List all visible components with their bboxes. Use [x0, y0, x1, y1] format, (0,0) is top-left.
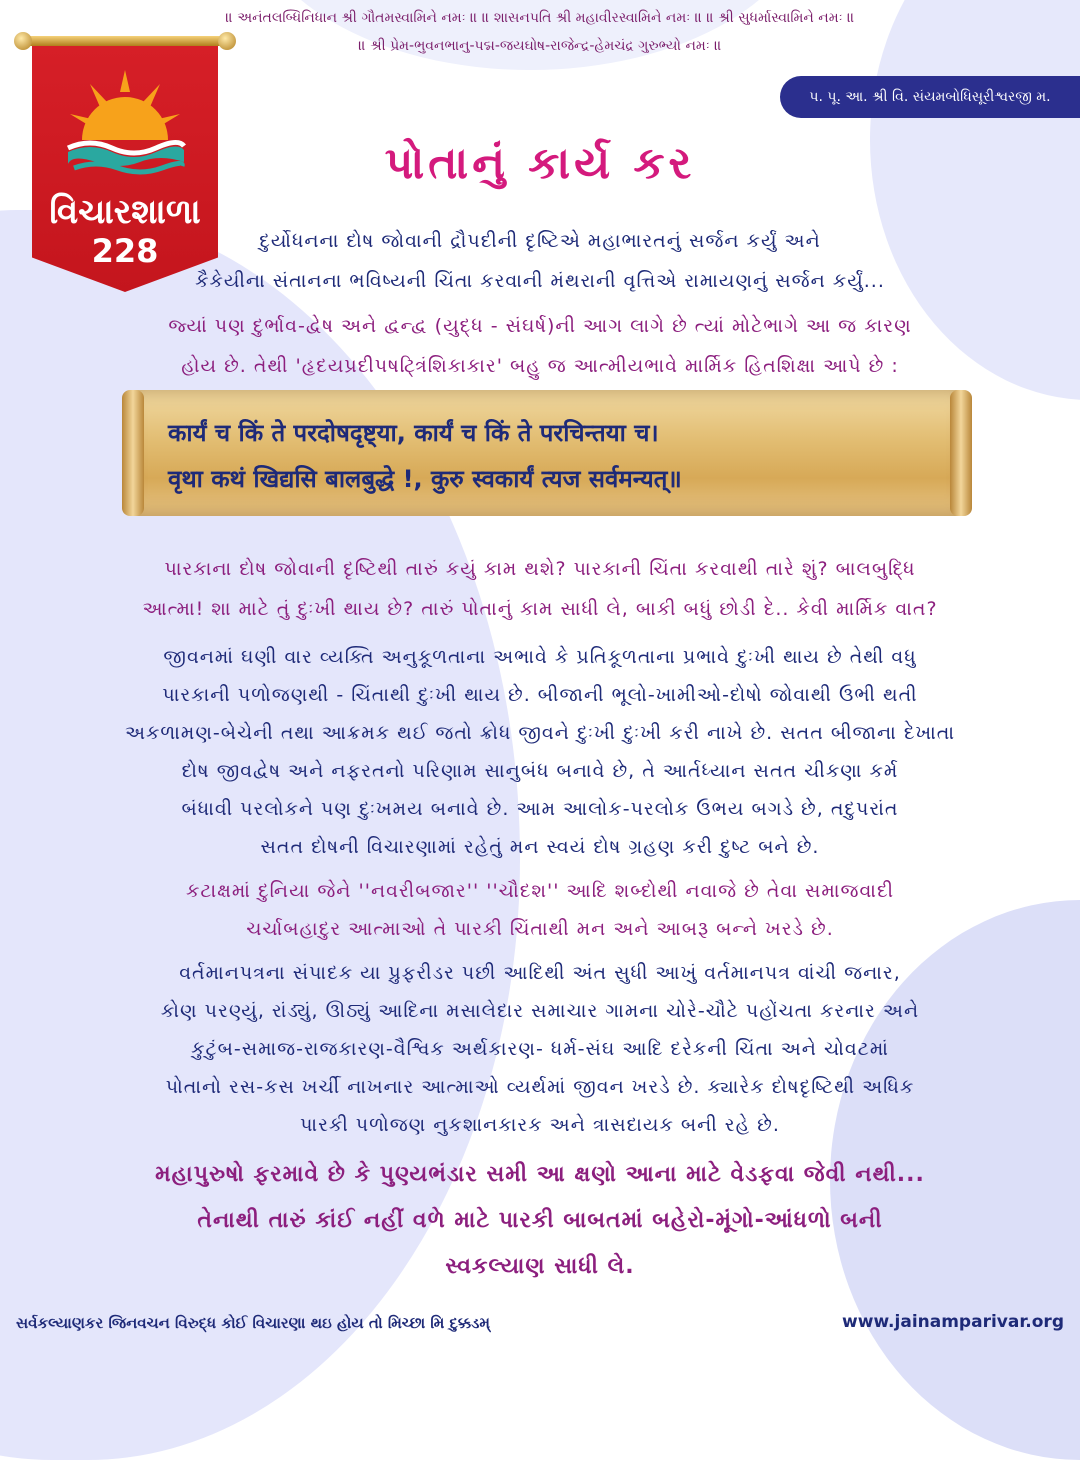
conclusion-line: સ્વકલ્યાણ સાધી લે. — [445, 1254, 635, 1279]
body-line: વર્તમાનપત્રના સંપાદક યા પ્રુફરીડર પછી આદિથી અંત સુધી આખું વર્તમાનપત્ર વાંચી જનાર, — [179, 962, 901, 984]
website-link[interactable]: www.jainamparivar.org — [842, 1312, 1064, 1332]
body-line: પારકાની પળોજણથી - ચિંતાથી દુઃખી થાય છે. બીજાની ભૂલો-ખામીઓ-દોષો જોવાથી ઉભી થતી — [162, 684, 918, 706]
conclusion-line: તેનાથી તારું કાંઈ નહીં વળે માટે પારકી બાબતમાં બહેરો-મૂંગો-આંધળો બની — [197, 1208, 883, 1233]
meaning-line: આત્મા! શા માટે તું દુઃખી થાય છે? તારું પોતાનું કામ સાધી લે, બાકી બધું છોડી દે.. કેવી માર્મિક વાત? — [142, 598, 938, 620]
body-line: કુટુંબ-સમાજ-રાજકારણ-વૈશ્વિક અર્થકારણ- ધર્મ-સંઘ આદિ દરેકની ચિંતા અને ચોવટમાં — [191, 1038, 889, 1060]
author-badge: પ. પૂ. આ. શ્રી વિ. સંયમબોધિસૂરીશ્વરજી મ. — [780, 76, 1080, 118]
verse-scroll — [128, 390, 966, 516]
rod-knob-icon — [218, 32, 236, 50]
body-line: કટાક્ષમાં દુનિયા જેને ''નવરીબજાર'' ''ચૌદશ'' આદિ શબ્દોથી નવાજે છે તેવા સમાજવાદી — [185, 880, 895, 902]
scroll-roll — [122, 390, 144, 516]
body-line: કોણ પરણ્યું, રાંડ્યું, ઊઠ્યું આદિના મસાલેદાર સમાચાર ગામના ચોરે-ચૌટે પહોંચતા કરનાર અને — [160, 1000, 920, 1022]
body-line: દોષ જીવદ્વેષ અને નફરતનો પરિણામ સાનુબંધ બનાવે છે, તે આર્તધ્યાન સતત ચીકણા કર્મ — [181, 760, 899, 782]
page-title: પોતાનું કાર્ય કર — [384, 138, 696, 189]
rod-knob-icon — [14, 32, 32, 50]
intro-line: દુર્યોધનના દોષ જોવાની દ્રૌપદીની દૃષ્ટિએ મહાભારતનું સર્જન કર્યું અને — [259, 230, 821, 252]
footer-disclaimer: સર્વકલ્યાણકર જિનવચન વિરુદ્ધ કોઈ વિચારણા થઇ હોય તો મિચ્છા મિ દુક્કડમ્ — [16, 1314, 490, 1332]
body-line: ચર્ચાબહાદુર આત્માઓ તે પારકી ચિંતાથી મન અને આબરૂ બન્ને ખરડે છે. — [246, 918, 834, 940]
mantra-line: ॥ શ્રી પ્રેમ-ભુવનભાનુ-પદ્મ-જયઘોષ-રાજેન્દ્ર-હેમચંદ્ર ગુરુભ્યો નમઃ ॥ — [358, 38, 722, 54]
vicharshala-banner — [20, 32, 230, 292]
conclusion-line: મહાપુરુષો ફરમાવે છે કે પુણ્યભંડાર સમી આ ક્ષણો આના માટે વેડફવા જેવી નથી... — [155, 1162, 925, 1187]
body-line: બંધાવી પરલોકને પણ દુઃખમય બનાવે છે. આમ આલોક-પરલોક ઉભય બગડે છે, તદુપરાંત — [181, 798, 899, 820]
meaning-line: પારકાના દોષ જોવાની દૃષ્ટિથી તારું કયું કામ થશે? પારકાની ચિંતા કરવાથી તારે શું? બાલબુદ્ધિ — [164, 558, 916, 580]
sun-over-water-icon — [60, 62, 190, 182]
intro-line: હોય છે. તેથી 'હૃદયપ્રદીપષટ્ત્રિંશિકાકાર' બહુ જ આત્મીયભાવે માર્મિક હિતશિક્ષા આપે છે : — [181, 355, 899, 377]
intro-line: કૈકેયીના સંતાનના ભવિષ્યની ચિંતા કરવાની મંથરાની વૃત્તિએ રામાયણનું સર્જન કર્યું... — [195, 270, 885, 292]
body-line: પોતાનો રસ-કસ ખર્ચી નાખનાર આત્માઓ વ્યર્થમાં જીવન ખરડે છે. ક્યારેક દોષદૃષ્ટિથી અધિક — [165, 1076, 915, 1098]
body-line: સતત દોષની વિચારણામાં રહેતું મન સ્વયં દોષ ગ્રહણ કરી દુષ્ટ બને છે. — [260, 836, 820, 858]
banner-number: 228 — [91, 232, 159, 270]
sanskrit-verse-line: कार्यं च किं ते परदोषदृष्ट्या, कार्यं च किं ते परचिन्तया च। — [168, 419, 659, 447]
banner-rod — [20, 36, 230, 46]
body-line: અકળામણ-બેચેની તથા આક્રમક થઈ જતો ક્રોધ જીવને દુઃખી દુઃખી કરી નાખે છે. સતત બીજાના દેખાતા — [124, 722, 956, 744]
body-line: પારકી પળોજણ નુકશાનકારક અને ત્રાસદાયક બની રહે છે. — [300, 1114, 780, 1136]
sanskrit-verse-line: वृथा कथं खिद्यसि बालबुद्धे !, कुरु स्वकार्यं त्यज सर्वमन्यत्॥ — [168, 465, 682, 493]
background-shape — [870, 0, 1080, 400]
scroll-roll — [950, 390, 972, 516]
intro-line: જ્યાં પણ દુર્ભાવ-દ્વેષ અને દ્વન્દ્વ (યુદ્ધ - સંઘર્ષ)ની આગ લાગે છે ત્યાં મોટેભાગે આ જ કારણ — [168, 315, 912, 337]
banner-title: વિચારશાળા — [49, 192, 201, 232]
body-line: જીવનમાં ઘણી વાર વ્યક્તિ અનુકૂળતાના અભાવે કે પ્રતિકૂળતાના પ્રભાવે દુઃખી થાય છે તેથી વધુ — [163, 646, 917, 668]
mantra-line: ॥ અનંતલબ્ધિનિધાન શ્રી ગૌતમસ્વામિને નમઃ ॥ ॥ શાસનપતિ શ્રી મહાવીરસ્વામિને નમઃ ॥ ॥ શ્રી સુધર્માસ્વામિને નમઃ ॥ — [225, 10, 855, 26]
